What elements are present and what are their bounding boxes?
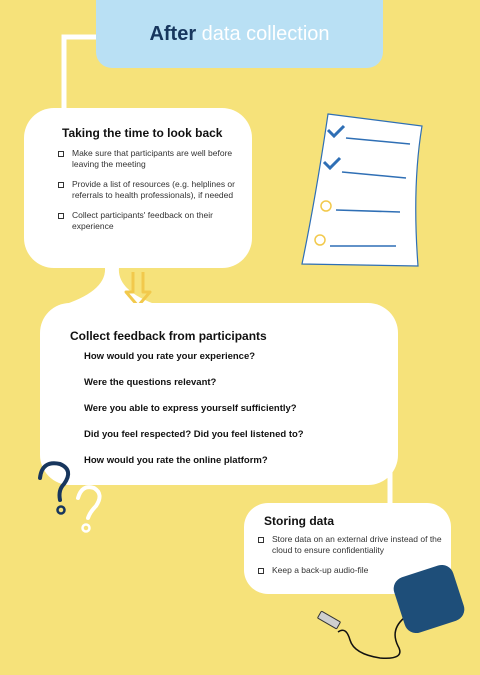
question: Did you feel respected? Did you feel listened to? (84, 429, 304, 440)
question: How would you rate your experience? (84, 351, 256, 362)
section-title: Taking the time to look back (62, 126, 223, 140)
checklist-icon (294, 106, 434, 276)
bullet-icon (58, 151, 64, 157)
list-item (256, 534, 442, 556)
title-bold: After (149, 22, 197, 45)
list-item (56, 179, 244, 201)
list-item (56, 148, 244, 170)
list-item-text: Keep a back-up audio-file (272, 565, 369, 575)
section-title: Collect feedback from participants (70, 329, 267, 343)
question-marks-icon (30, 456, 110, 538)
bullet-icon (258, 537, 264, 543)
page-title (149, 23, 329, 46)
list-item (56, 210, 244, 232)
external-drive-icon (310, 560, 470, 670)
list-item-text: Store data on an external drive instead of the cloud to ensure confidentiality (272, 534, 442, 555)
question: Were you able to express yourself sufficiently? (84, 403, 297, 414)
list-item-text: Collect participants' feedback on their experience (72, 210, 214, 231)
question: How would you rate the online platform? (84, 455, 268, 466)
section-look-back (24, 108, 252, 268)
section-title: Storing data (264, 514, 335, 528)
title-rest: data collection (201, 22, 330, 45)
bullet-icon (258, 568, 264, 574)
question-list (84, 351, 304, 481)
bullet-icon (58, 213, 64, 219)
bullet-list (56, 148, 244, 241)
list-item-text: Provide a list of resources (e.g. helplines or referrals to health professionals), if needed (72, 179, 235, 200)
question: Were the questions relevant? (84, 377, 217, 388)
list-item-text: Make sure that participants are well before leaving the meeting (72, 148, 233, 169)
bullet-icon (58, 182, 64, 188)
title-banner (96, 0, 383, 68)
